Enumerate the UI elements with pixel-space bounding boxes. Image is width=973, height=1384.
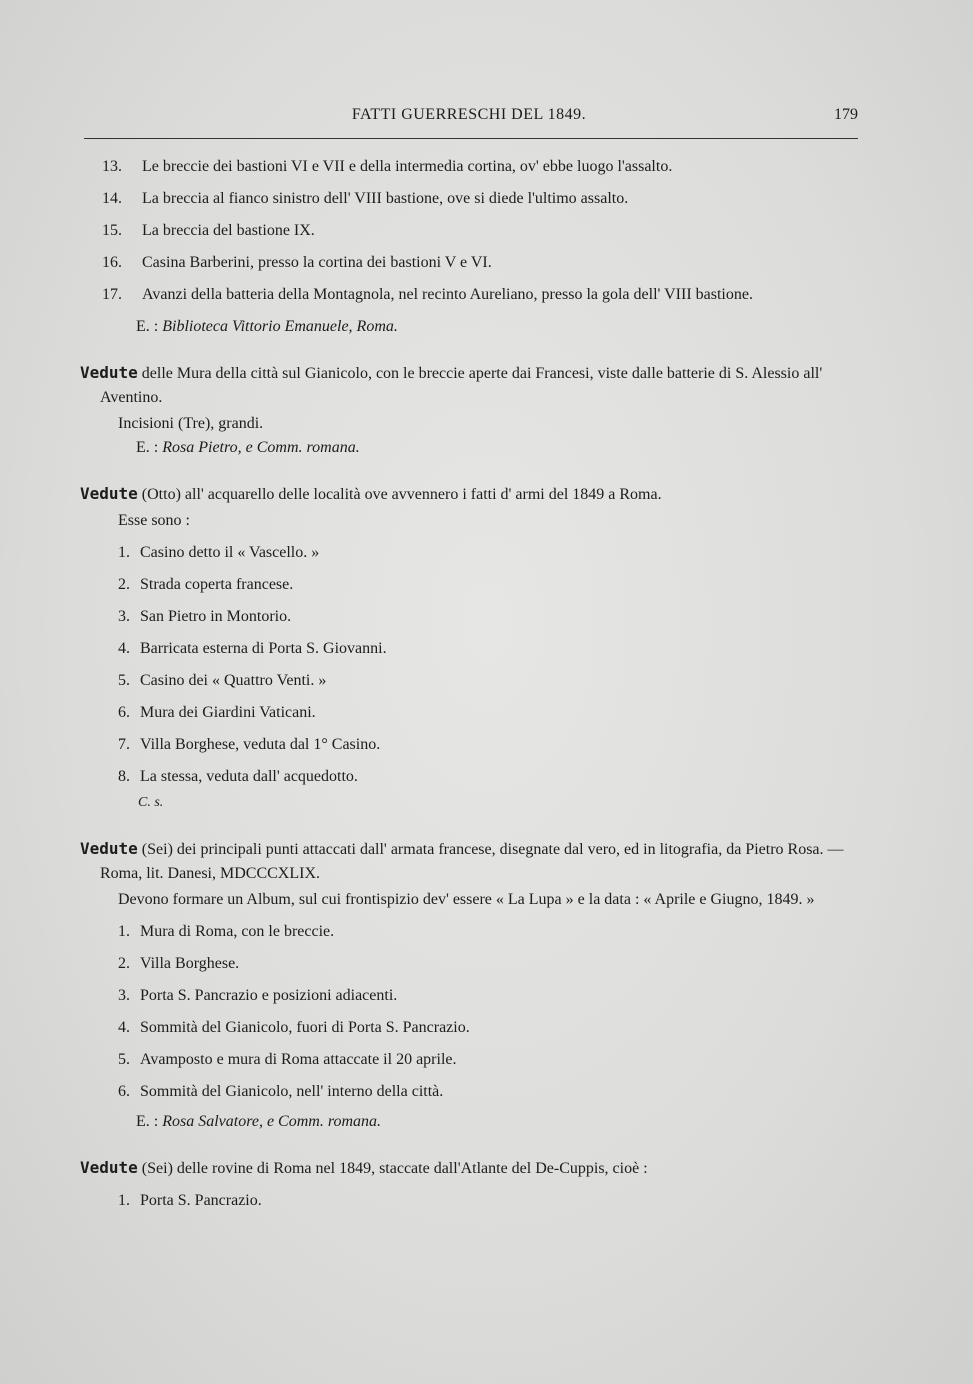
source-owner: Biblioteca Vittorio Emanuele, Roma. [162,318,398,335]
source-prefix: E. : [136,318,159,335]
source-line [80,1110,860,1134]
entry-vedute-mura [80,361,860,410]
entry-title: Vedute [80,1158,138,1177]
item-text: Mura dei Giardini Vaticani. [140,704,316,721]
page-content [80,155,860,1221]
item-number: 4. [118,1019,130,1036]
item-text: Le breccie dei bastioni VI e VII e della intermedia cortina, ov' ebbe luogo l'assalto. [142,158,673,175]
entry-text: (Otto) all' acquarello delle località ove avvennero i fatti d' armi del 1849 a Roma. [141,486,662,503]
page-number: 179 [834,106,858,123]
item-number: 6. [118,704,130,721]
entry-list [80,1189,860,1213]
item-number: 3. [118,987,130,1004]
source-owner: Rosa Pietro, e Comm. romana. [162,439,360,456]
list-item [80,1016,860,1040]
item-text: Sommità del Gianicolo, fuori di Porta S. Pancrazio. [140,1019,470,1036]
source-line [80,315,860,339]
item-text: Avanzi della batteria della Montagnola, nel recinto Aureliano, presso la gola dell' VIII bastione. [142,286,753,303]
item-number: 2. [118,576,130,593]
list-item [80,637,860,661]
item-number: 14. [102,190,122,207]
item-number: 13. [102,158,122,175]
list-item [80,541,860,565]
item-number: 5. [118,1051,130,1068]
entry-vedute-otto [80,482,860,507]
item-number: 15. [102,222,122,239]
item-text: Casina Barberini, presso la cortina dei bastioni V e VI. [142,254,492,271]
entry-cs: C. s. [138,795,164,810]
entry-text: delle Mura della città sul Gianicolo, con le breccie aperte dai Francesi, viste dalle batterie di S. Alessio all' Aventino. [100,365,823,406]
running-head: FATTI GUERRESCHI DEL 1849. [351,106,587,123]
list-item [80,1048,860,1072]
top-list [80,155,860,307]
item-number: 17. [102,286,122,303]
item-number: 16. [102,254,122,271]
source-owner: Rosa Salvatore, e Comm. romana. [162,1113,382,1130]
item-text: Porta S. Pancrazio. [140,1192,262,1209]
item-text: Villa Borghese. [140,955,240,972]
item-text: La breccia del bastione IX. [142,222,315,239]
item-text: Strada coperta francese. [140,576,294,593]
item-number: 1. [118,544,130,561]
item-number: 6. [118,1083,130,1100]
item-number: 5. [118,672,130,689]
item-text: Barricata esterna di Porta S. Giovanni. [140,640,387,657]
item-text: San Pietro in Montorio. [140,608,292,625]
item-text: Villa Borghese, veduta dal 1° Casino. [140,736,381,753]
item-text: La breccia al fianco sinistro dell' VIII bastione, ove si diede l'ultimo assalto. [142,190,629,207]
list-item [80,573,860,597]
source-prefix: E. : [136,439,159,456]
entry-vedute-sei [80,837,860,886]
item-number: 3. [118,608,130,625]
entry-text: (Sei) delle rovine di Roma nel 1849, staccate dall'Atlante del De-Cuppis, cioè : [141,1160,648,1177]
entry-title: Vedute [80,839,138,858]
list-item [80,251,860,275]
list-item [80,155,860,179]
list-item [80,187,860,211]
list-item [80,283,860,307]
list-item [80,765,860,789]
list-item [80,219,860,243]
item-number: 2. [118,955,130,972]
item-number: 1. [118,1192,130,1209]
entry-title: Vedute [80,363,138,382]
entry-text: (Sei) dei principali punti attaccati dall' armata francese, disegnate dal vero, ed in litografia, da Pietro Rosa. — Roma, lit. Danesi, MDCCCXLIX. [100,841,844,882]
item-text: Avamposto e mura di Roma attaccate il 20 aprile. [140,1051,457,1068]
item-number: 8. [118,768,130,785]
item-number: 1. [118,923,130,940]
source-line [80,436,860,460]
item-text: Casino detto il « Vascello. » [140,544,320,561]
list-item [80,605,860,629]
item-text: Porta S. Pancrazio e posizioni adiacenti. [140,987,398,1004]
list-item [80,669,860,693]
list-item [80,701,860,725]
item-number: 4. [118,640,130,657]
entry-list [80,920,860,1104]
list-item [80,920,860,944]
entry-vedute-rovine [80,1156,860,1181]
entry-note: Esse sono : [118,512,190,529]
list-item [80,1189,860,1213]
header-rule [84,138,858,139]
entry-list [80,541,860,789]
page-header [80,106,858,130]
entry-title: Vedute [80,484,138,503]
item-text: La stessa, veduta dall' acquedotto. [140,768,358,785]
list-item [80,952,860,976]
entry-note: Devono formare un Album, sul cui frontispizio dev' essere « La Lupa » e la data : « Aprile e Giugno, 1849. » [118,891,815,908]
entry-note: Incisioni (Tre), grandi. [118,415,264,432]
list-item [80,1080,860,1104]
item-text: Casino dei « Quattro Venti. » [140,672,327,689]
item-number: 7. [118,736,130,753]
item-text: Sommità del Gianicolo, nell' interno della città. [140,1083,444,1100]
list-item [80,984,860,1008]
list-item [80,733,860,757]
item-text: Mura di Roma, con le breccie. [140,923,335,940]
source-prefix: E. : [136,1113,159,1130]
